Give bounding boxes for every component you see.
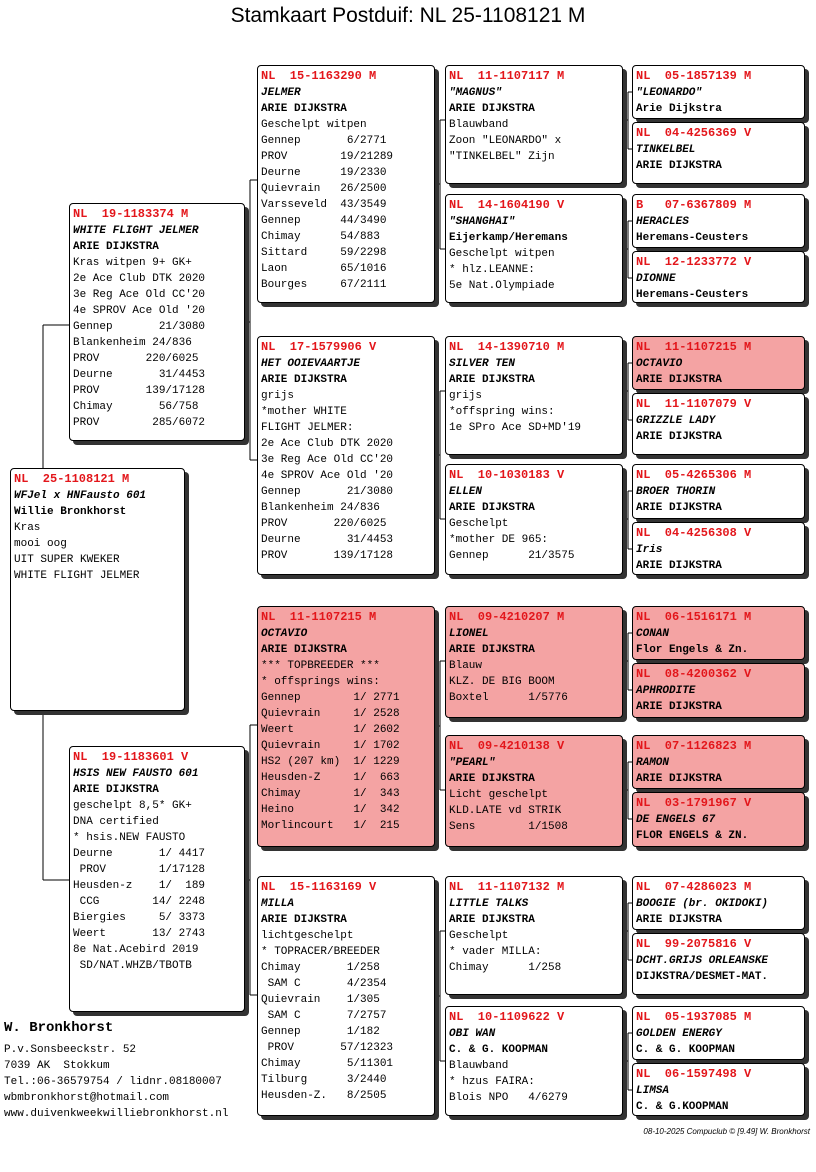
ring-number: NL 04-4256308 V: [636, 526, 752, 540]
ring-number: NL 99-2075816 V: [636, 937, 752, 951]
info-line: KLZ. DE BIG BOOM: [449, 676, 555, 688]
pigeon-name: OBI WAN: [449, 1028, 496, 1040]
ring-number: NL 07-4286023 M: [636, 880, 752, 894]
info-line: Quievrain 1/305: [261, 994, 380, 1006]
ring-number: NL 05-1857139 M: [636, 69, 752, 83]
info-line: geschelpt 8,5* GK+: [73, 800, 192, 812]
info-line: Gennep 21/3080: [261, 486, 394, 498]
owner-name: FLOR ENGELS & ZN.: [636, 830, 749, 842]
great-grandparent-card[interactable]: [632, 464, 805, 519]
grandparent-card[interactable]: [445, 65, 623, 184]
owner-name: Willie Bronkhorst: [14, 506, 127, 518]
info-line: CCG 14/ 2248: [73, 896, 206, 908]
owner-name: ARIE DIJKSTRA: [636, 701, 722, 713]
great-grandparent-card[interactable]: [632, 522, 805, 575]
grandparent-card[interactable]: [445, 735, 623, 847]
pigeon-name: MILLA: [261, 898, 295, 910]
info-line: * hsis.NEW FAUSTO: [73, 832, 186, 844]
info-line: Sens 1/1508: [449, 821, 568, 833]
ring-number: NL 25-1108121 M: [14, 472, 130, 486]
mother-card[interactable]: [69, 746, 245, 1012]
pigeon-name: LIONEL: [449, 628, 489, 640]
pigeon-name: OCTAVIO: [636, 358, 683, 370]
info-line: Gennep 21/3080: [73, 321, 206, 333]
info-line: Gennep 6/2771: [261, 135, 387, 147]
owner-name: ARIE DIJKSTRA: [636, 160, 722, 172]
great-grandparent-card[interactable]: [632, 336, 805, 390]
info-line: Geschelpt: [449, 518, 509, 530]
pigeon-name: DCHT.GRIJS ORLEANSKE: [636, 955, 769, 967]
info-line: PROV 19/21289: [261, 151, 394, 163]
breeder-website[interactable]: www.duivenkweekwilliebronkhorst.nl: [4, 1108, 229, 1120]
info-line: Blois NPO 4/6279: [449, 1092, 568, 1104]
info-line: Chimay 54/883: [261, 231, 380, 243]
info-line: 2e Ace Club DTK 2020: [73, 273, 206, 285]
pigeon-name: DE ENGELS 67: [636, 814, 716, 826]
info-line: PROV 57/12323: [261, 1042, 394, 1054]
info-line: DNA certified: [73, 816, 159, 828]
ring-number: NL 15-1163290 M: [261, 69, 377, 83]
info-line: Chimay 5/11301: [261, 1058, 394, 1070]
ring-number: NL 10-1030183 V: [449, 468, 565, 482]
owner-name: ARIE DIJKSTRA: [261, 103, 347, 115]
info-line: * vader MILLA:: [449, 946, 542, 958]
ring-number: NL 15-1163169 V: [261, 880, 377, 894]
info-line: PROV 285/6072: [73, 417, 206, 429]
great-grandparent-card[interactable]: [632, 393, 805, 455]
ring-number: NL 04-4256369 V: [636, 126, 752, 140]
great-grandparent-card[interactable]: [632, 251, 805, 303]
owner-name: ARIE DIJKSTRA: [449, 644, 535, 656]
info-line: HS2 (207 km) 1/ 1229: [261, 756, 400, 768]
ring-number: NL 14-1604190 V: [449, 198, 565, 212]
owner-name: ARIE DIJKSTRA: [261, 914, 347, 926]
subject-card[interactable]: [10, 468, 185, 711]
page-title: Stamkaart Postduif: NL 25-1108121 M: [230, 4, 586, 27]
info-line: "TINKELBEL" Zijn: [449, 151, 555, 163]
info-line: Kras: [14, 522, 41, 534]
info-line: mooi oog: [14, 538, 67, 550]
great-grandparent-card[interactable]: [632, 1006, 805, 1060]
pigeon-name: WFJel x HNFausto 601: [14, 490, 147, 502]
info-line: Heino 1/ 342: [261, 804, 400, 816]
info-line: Sittard 59/2298: [261, 247, 387, 259]
info-line: Gennep 21/3575: [449, 550, 575, 562]
info-line: grijs: [449, 390, 483, 402]
pigeon-name: "MAGNUS": [449, 87, 502, 99]
info-line: * hzus FAIRA:: [449, 1076, 535, 1088]
info-line: 3e Reg Ace Old CC'20: [261, 454, 394, 466]
info-line: 4e SPROV Ace Old '20: [73, 305, 206, 317]
ring-number: NL 17-1579906 V: [261, 340, 377, 354]
info-line: SAM C 7/2757: [261, 1010, 387, 1022]
info-line: UIT SUPER KWEKER: [14, 554, 120, 566]
grandparent-card[interactable]: [445, 1006, 623, 1116]
info-line: FLIGHT JELMER:: [261, 422, 354, 434]
ring-number: NL 12-1233772 V: [636, 255, 752, 269]
info-line: PROV 139/17128: [73, 385, 206, 397]
info-line: * hlz.LEANNE:: [449, 264, 535, 276]
pigeon-name: OCTAVIO: [261, 628, 308, 640]
info-line: SAM C 4/2354: [261, 978, 387, 990]
pigeon-name: TINKELBEL: [636, 144, 696, 156]
ring-number: NL 06-1597498 V: [636, 1067, 752, 1081]
pigeon-name: "SHANGHAI": [449, 216, 516, 228]
info-line: Boxtel 1/5776: [449, 692, 568, 704]
info-line: * offsprings wins:: [261, 676, 380, 688]
pigeon-name: ELLEN: [449, 486, 483, 498]
great-grandparent-card[interactable]: [632, 1063, 805, 1116]
owner-name: ARIE DIJKSTRA: [449, 914, 535, 926]
info-line: Gennep 44/3490: [261, 215, 387, 227]
owner-name: ARIE DIJKSTRA: [449, 103, 535, 115]
info-line: Blankenheim 24/836: [73, 337, 192, 349]
info-line: 4e SPROV Ace Old '20: [261, 470, 394, 482]
owner-name: C. & G. KOOPMAN: [449, 1044, 549, 1056]
great-grandparent-card[interactable]: [632, 933, 805, 995]
grandparent-fm-card[interactable]: [257, 336, 435, 575]
ring-number: NL 10-1109622 V: [449, 1010, 565, 1024]
info-line: *mother WHITE: [261, 406, 347, 418]
ring-number: NL 11-1107079 V: [636, 397, 752, 411]
owner-name: C. & G. KOOPMAN: [636, 1044, 736, 1056]
owner-name: ARIE DIJKSTRA: [73, 784, 159, 796]
owner-name: ARIE DIJKSTRA: [636, 431, 722, 443]
info-line: Chimay 56/758: [73, 401, 199, 413]
info-line: Blauwband: [449, 119, 509, 131]
owner-name: ARIE DIJKSTRA: [636, 374, 722, 386]
info-line: * TOPRACER/BREEDER: [261, 946, 380, 958]
info-line: Geschelpt witpen: [261, 119, 367, 131]
breeder-address-block: [4, 1018, 228, 1122]
info-line: Deurne 31/4453: [73, 369, 206, 381]
breeder-name: W. Bronkhorst: [4, 1020, 114, 1036]
info-line: WHITE FLIGHT JELMER: [14, 570, 140, 582]
great-grandparent-card[interactable]: [632, 735, 805, 789]
pigeon-name: GOLDEN ENERGY: [636, 1028, 722, 1040]
info-line: 5e Nat.Olympiade: [449, 280, 555, 292]
info-line: Deurne 19/2330: [261, 167, 387, 179]
owner-name: DIJKSTRA/DESMET-MAT.: [636, 971, 769, 983]
info-line: Licht geschelpt: [449, 789, 549, 801]
owner-name: Arie Dijkstra: [636, 103, 722, 115]
info-line: Deurne 1/ 4417: [73, 848, 206, 860]
info-line: Chimay 1/258: [449, 962, 562, 974]
info-line: PROV 220/6025: [73, 353, 199, 365]
info-line: grijs: [261, 390, 295, 402]
info-line: Gennep 1/182: [261, 1026, 380, 1038]
info-line: *offspring wins:: [449, 406, 555, 418]
info-line: Laon 65/1016: [261, 263, 387, 275]
ring-number: NL 11-1107215 M: [636, 340, 752, 354]
info-line: Chimay 1/258: [261, 962, 380, 974]
pigeon-name: LITTLE TALKS: [449, 898, 529, 910]
info-line: PROV 139/17128: [261, 550, 394, 562]
info-line: Heusden-Z. 8/2505: [261, 1090, 387, 1102]
breeder-line: Tel.:06-36579754 / lidnr.08180007: [4, 1076, 222, 1088]
info-line: Bourges 67/2111: [261, 279, 387, 291]
ring-number: NL 14-1390710 M: [449, 340, 565, 354]
grandparent-card[interactable]: [445, 194, 623, 303]
info-line: Heusden-z 1/ 189: [73, 880, 206, 892]
owner-name: Eijerkamp/Heremans: [449, 232, 568, 244]
grandparent-mf-card[interactable]: [257, 606, 435, 847]
owner-name: ARIE DIJKSTRA: [449, 502, 535, 514]
info-line: 2e Ace Club DTK 2020: [261, 438, 394, 450]
pigeon-name: WHITE FLIGHT JELMER: [73, 225, 199, 237]
great-grandparent-card[interactable]: [632, 876, 805, 930]
info-line: Quievrain 26/2500: [261, 183, 387, 195]
pigeon-name: HSIS NEW FAUSTO 601: [73, 768, 199, 780]
info-line: SD/NAT.WHZB/TBOTB: [73, 960, 192, 972]
info-line: KLD.LATE vd STRIK: [449, 805, 562, 817]
breeder-line: P.v.Sonsbeeckstr. 52: [4, 1044, 137, 1056]
info-line: lichtgeschelpt: [261, 930, 354, 942]
pigeon-name: CONAN: [636, 628, 670, 640]
grandparent-card[interactable]: [445, 464, 623, 575]
info-line: Blauwband: [449, 1060, 509, 1072]
ring-number: NL 05-1937085 M: [636, 1010, 752, 1024]
info-line: *mother DE 965:: [449, 534, 549, 546]
great-grandparent-card[interactable]: [632, 65, 805, 119]
pigeon-name: HET OOIEVAARTJE: [261, 358, 361, 370]
breeder-line: 7039 AK Stokkum: [4, 1060, 110, 1072]
pigeon-name: SILVER TEN: [449, 358, 516, 370]
ring-number: NL 19-1183374 M: [73, 207, 189, 221]
ring-number: NL 09-4210207 M: [449, 610, 565, 624]
pigeon-name: "LEONARDO": [636, 87, 703, 99]
pigeon-name: APHRODITE: [636, 685, 696, 697]
owner-name: ARIE DIJKSTRA: [261, 374, 347, 386]
info-line: Biergies 5/ 3373: [73, 912, 206, 924]
pigeon-name: Iris: [636, 544, 663, 556]
info-line: Weert 1/ 2602: [261, 724, 400, 736]
pigeon-name: BOOGIE (br. OKIDOKI): [636, 898, 769, 910]
pigeon-name: RAMON: [636, 757, 670, 769]
info-line: Deurne 31/4453: [261, 534, 394, 546]
info-line: *** TOPBREEDER ***: [261, 660, 380, 672]
info-line: Kras witpen 9+ GK+: [73, 257, 192, 269]
ring-number: NL 19-1183601 V: [73, 750, 189, 764]
owner-name: ARIE DIJKSTRA: [449, 374, 535, 386]
info-line: 3e Reg Ace Old CC'20: [73, 289, 206, 301]
owner-name: Flor Engels & Zn.: [636, 644, 749, 656]
info-line: 8e Nat.Acebird 2019: [73, 944, 199, 956]
info-line: Blauw: [449, 660, 483, 672]
ring-number: NL 03-1791967 V: [636, 796, 752, 810]
ring-number: NL 05-4265306 M: [636, 468, 752, 482]
owner-name: Heremans-Ceusters: [636, 289, 749, 301]
pigeon-name: LIMSA: [636, 1085, 670, 1097]
grandparent-card[interactable]: [445, 876, 623, 995]
breeder-email[interactable]: wbmbronkhorst@hotmail.com: [4, 1092, 170, 1104]
info-line: Geschelpt: [449, 930, 509, 942]
info-line: Chimay 1/ 343: [261, 788, 400, 800]
ring-number: NL 07-1126823 M: [636, 739, 752, 753]
info-line: Zoon "LEONARDO" x: [449, 135, 562, 147]
info-line: Weert 13/ 2743: [73, 928, 206, 940]
great-grandparent-card[interactable]: [632, 194, 805, 248]
info-line: 1e SPro Ace SD+MD'19: [449, 422, 582, 434]
owner-name: ARIE DIJKSTRA: [73, 241, 159, 253]
info-line: PROV 1/17128: [73, 864, 206, 876]
ring-number: NL 06-1516171 M: [636, 610, 752, 624]
owner-name: ARIE DIJKSTRA: [261, 644, 347, 656]
info-line: Geschelpt witpen: [449, 248, 555, 260]
great-grandparent-card[interactable]: [632, 663, 805, 718]
pigeon-name: GRIZZLE LADY: [636, 415, 716, 427]
pigeon-name: DIONNE: [636, 273, 676, 285]
ring-number: B 07-6367809 M: [636, 198, 752, 212]
info-line: Quievrain 1/ 2528: [261, 708, 400, 720]
pigeon-name: BROER THORIN: [636, 486, 716, 498]
print-credit: 08-10-2025 Compuclub © [9.49] W. Bronkhorst: [643, 1127, 810, 1136]
owner-name: ARIE DIJKSTRA: [636, 502, 722, 514]
pigeon-name: JELMER: [261, 87, 301, 99]
owner-name: ARIE DIJKSTRA: [636, 560, 722, 572]
ring-number: NL 11-1107132 M: [449, 880, 565, 894]
owner-name: C. & G.KOOPMAN: [636, 1101, 729, 1113]
grandparent-mm-card[interactable]: [257, 876, 435, 1116]
owner-name: Heremans-Ceusters: [636, 232, 749, 244]
ring-number: NL 09-4210138 V: [449, 739, 565, 753]
grandparent-card[interactable]: [445, 606, 623, 718]
info-line: Blankenheim 24/836: [261, 502, 380, 514]
info-line: Morlincourt 1/ 215: [261, 820, 400, 832]
info-line: Quievrain 1/ 1702: [261, 740, 400, 752]
grandparent-card[interactable]: [445, 336, 623, 455]
grandparent-ff-card[interactable]: [257, 65, 435, 303]
info-line: Heusden-Z 1/ 663: [261, 772, 400, 784]
ring-number: NL 11-1107117 M: [449, 69, 565, 83]
owner-name: ARIE DIJKSTRA: [636, 914, 722, 926]
great-grandparent-card[interactable]: [632, 606, 805, 660]
great-grandparent-card[interactable]: [632, 792, 805, 847]
info-line: PROV 220/6025: [261, 518, 387, 530]
pigeon-name: "PEARL": [449, 757, 496, 769]
ring-number: NL 08-4200362 V: [636, 667, 752, 681]
info-line: Tilburg 3/2440: [261, 1074, 387, 1086]
father-card[interactable]: [69, 203, 245, 441]
owner-name: ARIE DIJKSTRA: [449, 773, 535, 785]
owner-name: ARIE DIJKSTRA: [636, 773, 722, 785]
pigeon-name: HERACLES: [636, 216, 689, 228]
great-grandparent-card[interactable]: [632, 122, 805, 184]
ring-number: NL 11-1107215 M: [261, 610, 377, 624]
info-line: Gennep 1/ 2771: [261, 692, 400, 704]
info-line: Varsseveld 43/3549: [261, 199, 387, 211]
